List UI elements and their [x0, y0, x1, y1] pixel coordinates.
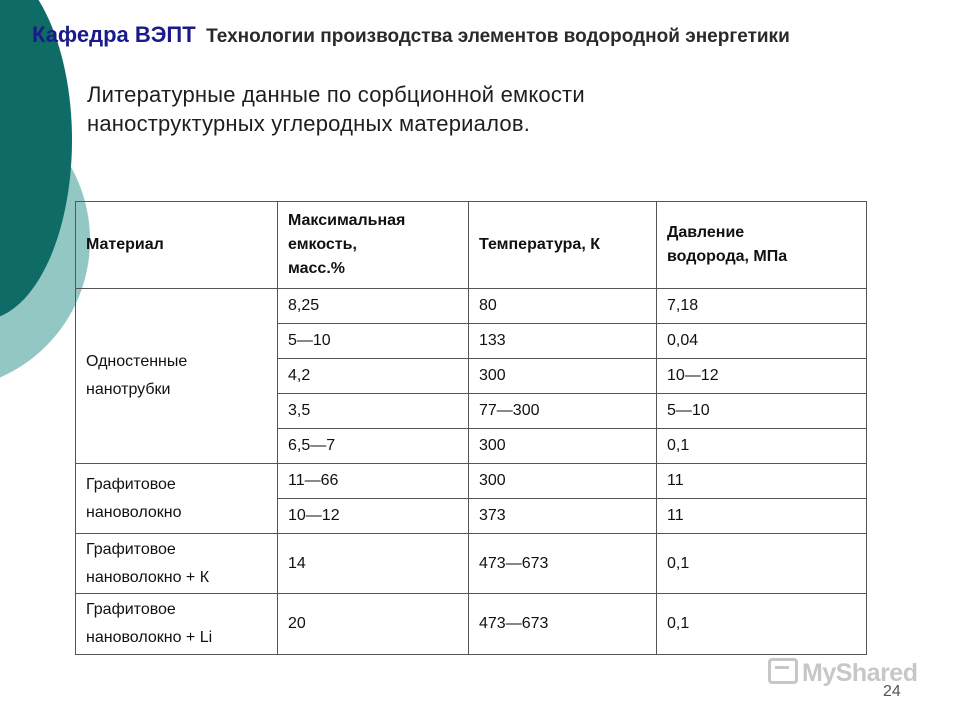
- capacity-cell: 8,25: [278, 289, 469, 324]
- material-cell: [76, 534, 278, 594]
- slide-header: [32, 22, 932, 48]
- temperature-cell: 300: [469, 359, 657, 394]
- material-line-1: Графитовое: [86, 601, 176, 618]
- table-row: [76, 534, 867, 594]
- material-line-1: Графитовое: [86, 475, 176, 493]
- pressure-cell: 11: [657, 499, 867, 534]
- subtitle-line-2: наноструктурных углеродных материалов.: [87, 111, 531, 136]
- page-number: 24: [883, 683, 901, 700]
- material-line-2: нановолокно + Li: [86, 629, 213, 646]
- capacity-cell: 20: [278, 594, 469, 655]
- header-material: Материал: [76, 202, 278, 289]
- capacity-cell: 14: [278, 534, 469, 594]
- temperature-cell: 300: [469, 429, 657, 464]
- header-capacity-line-3: масс.%: [288, 260, 345, 277]
- material-cell: [76, 289, 278, 464]
- material-line-2: нанотрубки: [86, 381, 171, 398]
- header-capacity: [278, 202, 469, 289]
- temperature-cell: 80: [469, 289, 657, 324]
- table-row: [76, 464, 867, 499]
- temperature-cell: 300: [469, 464, 657, 499]
- pressure-cell: 0,1: [657, 429, 867, 464]
- myshared-logo-icon: [768, 658, 798, 684]
- material-cell: [76, 594, 278, 655]
- temperature-cell: 473—673: [469, 594, 657, 655]
- pressure-cell: 11: [657, 464, 867, 499]
- material-line-2: нановолокно: [86, 503, 182, 521]
- header-pressure-line-2: водорода, МПа: [667, 248, 788, 265]
- header-pressure: [657, 202, 867, 289]
- pressure-cell: 10—12: [657, 359, 867, 394]
- capacity-cell: 11—66: [278, 464, 469, 499]
- temperature-cell: 373: [469, 499, 657, 534]
- pressure-cell: 0,1: [657, 534, 867, 594]
- course-title: Технологии производства элементов водородной энергетики: [206, 26, 790, 47]
- capacity-cell: 3,5: [278, 394, 469, 429]
- header-temperature: Температура, К: [469, 202, 657, 289]
- pressure-cell: 7,18: [657, 289, 867, 324]
- capacity-cell: 4,2: [278, 359, 469, 394]
- temperature-cell: 473—673: [469, 534, 657, 594]
- header-pressure-line-1: Давление: [667, 224, 745, 241]
- subtitle-line-1: Литературные данные по сорбционной емкости: [87, 82, 585, 107]
- material-line-1: Графитовое: [86, 540, 176, 558]
- material-cell: [76, 464, 278, 534]
- capacity-cell: 6,5—7: [278, 429, 469, 464]
- header-capacity-line-2: емкость,: [288, 236, 357, 253]
- pressure-cell: 0,1: [657, 594, 867, 655]
- slide-subtitle: [87, 80, 707, 138]
- watermark-text: MyShared: [802, 659, 918, 687]
- department-title: Кафедра ВЭПТ: [32, 22, 196, 47]
- table-row: [76, 289, 867, 324]
- material-line-1: Одностенные: [86, 353, 188, 370]
- temperature-cell: 133: [469, 324, 657, 359]
- pressure-cell: 5—10: [657, 394, 867, 429]
- table-row: [76, 594, 867, 655]
- material-line-2: нановолокно + К: [86, 568, 210, 586]
- pressure-cell: 0,04: [657, 324, 867, 359]
- header-capacity-line-1: Максимальная: [288, 212, 406, 229]
- sorption-capacity-table: [75, 201, 867, 655]
- capacity-cell: 5—10: [278, 324, 469, 359]
- table-header-row: [76, 202, 867, 289]
- capacity-cell: 10—12: [278, 499, 469, 534]
- temperature-cell: 77—300: [469, 394, 657, 429]
